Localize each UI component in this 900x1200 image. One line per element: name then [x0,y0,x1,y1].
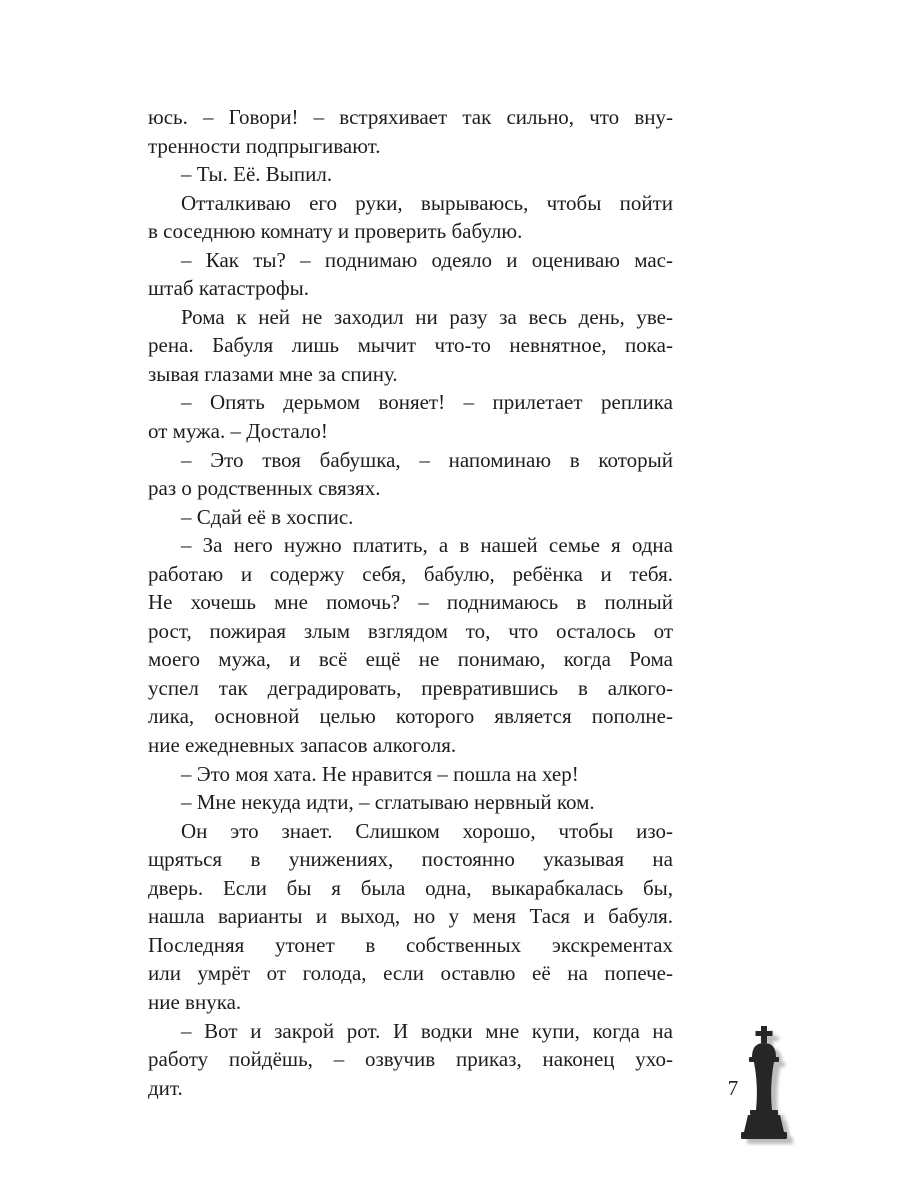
chess-king-shape [741,1026,787,1139]
text-line: – Как ты? – поднимаю одеяло и оцениваю мас- [181,247,673,272]
text-line: – Сдай её в хоспис. [181,504,354,529]
text-line: или умрёт от голода, если оставлю её на попече- [148,961,673,986]
text-line: Он это знает. Слишком хорошо, чтобы изо- [181,818,673,843]
text-line: раз о родственных связях. [148,476,381,501]
text-line: работаю и содержу себя, бабулю, ребёнка и тебя. [148,561,673,586]
text-line: Последняя утонет в собственных экскрементах [148,932,673,957]
text-line: работу пойдёшь, – озвучив приказ, наконец ухо- [148,1047,673,1072]
text-line: в соседнюю комнату и проверить бабулю. [148,219,523,244]
text-line: дверь. Если бы я была одна, выкарабкалась бы, [148,875,673,900]
text-line: – Вот и закрой рот. И водки мне купи, когда на [181,1018,673,1043]
text-line: – Мне некуда идти, – сглатываю нервный ком. [181,790,595,815]
text-line: успел так деградировать, превратившись в алкого- [148,675,673,700]
text-line: щряться в унижениях, постоянно указывая на [148,847,673,872]
text-line: – Это твоя бабушка, – напоминаю в который [181,447,673,472]
text-line: – Ты. Её. Выпил. [181,162,333,187]
text-line: штаб катастрофы. [148,276,309,301]
text-line: Отталкиваю его руки, вырываюсь, чтобы пойти [181,190,673,215]
text-line: юсь. – Говори! – встряхивает так сильно, что вну- [148,105,673,129]
text-line: дит. [148,1075,183,1100]
body-text [148,103,673,1102]
text-line: моего мужа, и всё ещё не понимаю, когда Рома [148,647,673,672]
text-line: тренности подпрыгивают. [148,133,381,158]
text-line: зывая глазами мне за спину. [148,361,398,386]
text-line: – За него нужно платить, а в нашей семье я одна [181,533,673,558]
text-line: от мужа. – Достало! [148,419,328,444]
page-number: 7 [727,1076,739,1100]
text-line: рост, пожирая злым взглядом то, что осталось от [148,618,673,643]
text-line: Рома к ней не заходил ни разу за весь день, уве- [181,304,673,329]
text-line: рена. Бабуля лишь мычит что-то невнятное, пока- [148,333,673,358]
text-line: ние ежедневных запасов алкоголя. [148,733,457,758]
text-line: нашла варианты и выход, но у меня Тася и бабуля. [148,904,673,929]
text-line: Не хочешь мне помочь? – поднимаюсь в полный [148,590,673,615]
text-line: лика, основной целью которого является пополне- [148,704,673,729]
text-line: – Это моя хата. Не нравится – пошла на хер! [181,761,579,786]
chess-king-icon [734,1024,796,1146]
text-line: ние внука. [148,989,242,1014]
text-line: – Опять дерьмом воняет! – прилетает реплика [181,390,673,415]
